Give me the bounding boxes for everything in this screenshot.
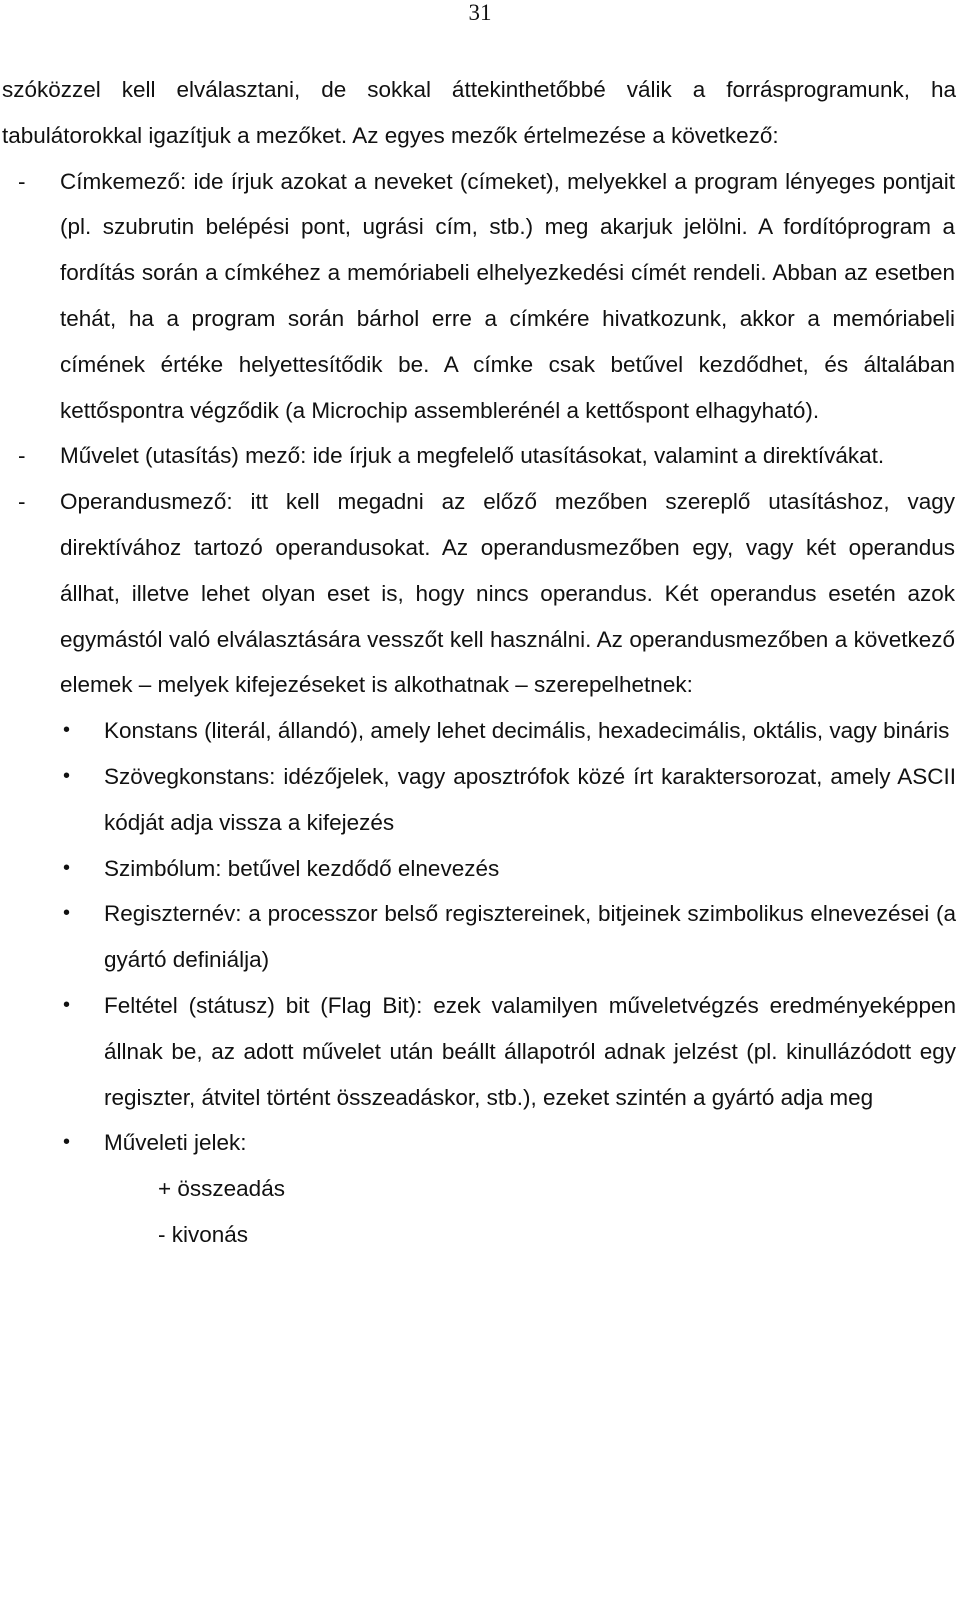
- dash-marker: -: [18, 489, 26, 515]
- intro-paragraph: szóközzel kell elválasztani, de sokkal áttekinthetőbbé válik a forrásprogramunk, ha tabulátorokkal igazítjuk a mezőket. Az egyes mezők értelmezése a következő:: [2, 77, 956, 148]
- field-description: Operandusmező: itt kell megadni az előző mezőben szereplő utasításhoz, vagy direktívához tartozó operandusokat. Az operandusmezőben egy, vagy két operandus állhat, illetve lehet olyan eset is, hogy nincs operandus. Két operandus esetén azok egymástól való elválasztására vesszőt kell használni. Az operandusmezőben a következő elemek – melyek kifejezéseket is alkothatnak – szerepelhetnek:: [60, 489, 955, 698]
- field-item-operand: [0, 479, 955, 708]
- field-description: Címkemező: ide írjuk azokat a neveket (címeket), melyekkel a program lényeges pontjait (pl. szubrutin belépési pont, ugrási cím, stb.) meg akarjuk jelölni. A fordítóprogram a fordítás során a címkéhez a memóriabeli elhelyezkedési címét rendeli. Abban az esetben tehát, ha a program során bárhol erre a címkére hivatkozunk, akkor a memóriabeli címének értéke helyettesítődik be. A címke csak betűvel kezdődhet, és általában kettőspontra végződik (a Microchip assemblerénél a kettőspont elhagyható).: [60, 168, 955, 423]
- operand-element-operators: [0, 1120, 956, 1166]
- operand-element-text: Regiszternév: a processzor belső regisztereinek, bitjeinek szimbolikus elnevezései (a gyártó definiálja): [104, 901, 956, 973]
- operator-subtraction: - kivonás: [158, 1221, 249, 1247]
- operand-element-symbol: [0, 846, 956, 892]
- operand-element-text: Szövegkonstans: idézőjelek, vagy aposztrófok közé írt karaktersorozat, amely ASCII kódját adja vissza a kifejezés: [104, 763, 956, 835]
- bullet-icon: •: [63, 764, 71, 787]
- field-item-label: [0, 159, 955, 434]
- bullet-icon: •: [63, 902, 71, 925]
- operand-element-register-name: [0, 891, 956, 983]
- operand-element-flag-bit: [0, 983, 956, 1120]
- dash-marker: -: [18, 168, 26, 194]
- bullet-icon: •: [63, 993, 71, 1016]
- bullet-icon: •: [63, 719, 71, 742]
- bullet-icon: •: [63, 856, 71, 879]
- operator-addition: + összeadás: [158, 1176, 285, 1202]
- operand-element-constant: [0, 708, 956, 754]
- dash-marker: -: [18, 443, 26, 469]
- operand-element-text: Konstans (literál, állandó), amely lehet decimális, hexadecimális, oktális, vagy bináris: [104, 718, 950, 744]
- page-body: [0, 67, 958, 1258]
- field-description: Művelet (utasítás) mező: ide írjuk a megfelelő utasításokat, valamint a direktívákat.: [60, 443, 885, 469]
- field-item-operation: [0, 433, 955, 479]
- bullet-icon: •: [63, 1131, 71, 1154]
- operand-element-text: Szimbólum: betűvel kezdődő elnevezés: [104, 855, 500, 881]
- operand-element-string-constant: [0, 754, 956, 846]
- page-number: 31: [468, 0, 492, 25]
- operand-element-text: Műveleti jelek:: [104, 1130, 247, 1156]
- operand-element-text: Feltétel (státusz) bit (Flag Bit): ezek valamilyen műveletvégzés eredményeképpen állnak be, az adott művelet után beállt állapotról adnak jelzést (pl. kinullázódott egy regiszter, átvitel történt összeadáskor, stb.), ezeket szintén a gyártó adja meg: [104, 992, 956, 1110]
